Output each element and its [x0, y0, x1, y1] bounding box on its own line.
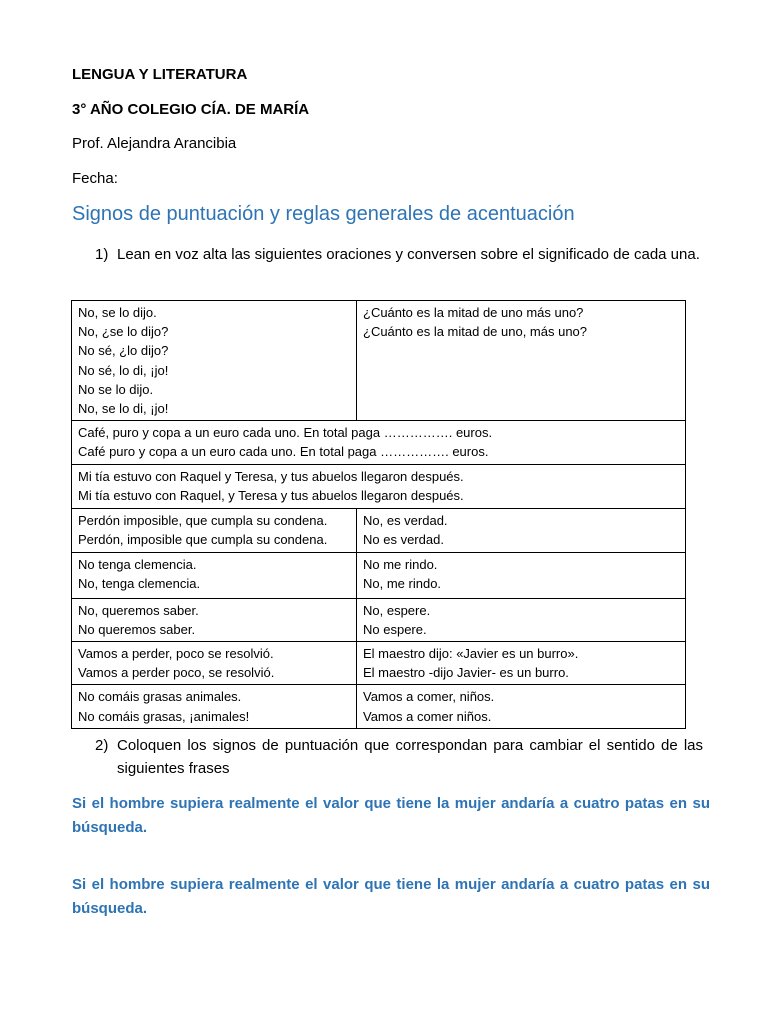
table-cell — [72, 465, 686, 509]
cell-line: No, queremos saber. — [78, 602, 199, 618]
question-2-number: 2) — [95, 737, 109, 754]
cell-line: No queremos saber. — [78, 621, 196, 637]
teacher-name: Prof. Alejandra Arancibia — [72, 135, 237, 152]
question-1 — [95, 243, 705, 289]
table-cell — [72, 421, 686, 465]
cell-line: Café puro y copa a un euro cada uno. En total paga ……………. euros. — [78, 444, 489, 460]
cell-line: No sé, ¿lo dijo? — [78, 343, 169, 359]
phrase-1: Si el hombre supiera realmente el valor que tiene la mujer andaría a cuatro patas en su búsqueda. — [72, 795, 710, 836]
cell-line: No se lo dijo. — [78, 381, 154, 397]
subject-heading: LENGUA Y LITERATURA — [72, 66, 248, 83]
cell-line: Perdón imposible, que cumpla su condena. — [78, 513, 328, 529]
table-row — [72, 598, 686, 641]
table-cell — [72, 685, 357, 728]
cell-line: No espere. — [363, 621, 427, 637]
cell-line: El maestro -dijo Javier- es un burro. — [363, 665, 569, 681]
table-row — [72, 509, 686, 552]
cell-line: No sé, lo di, ¡jo! — [78, 362, 169, 378]
cell-line: No, es verdad. — [363, 513, 448, 529]
question-1-number: 1) — [95, 246, 109, 263]
cell-line: No, espere. — [363, 602, 431, 618]
cell-line: Mi tía estuvo con Raquel, y Teresa y tus abuelos llegaron después. — [78, 488, 464, 504]
table-cell — [357, 301, 686, 421]
cell-line: El maestro dijo: «Javier es un burro». — [363, 646, 579, 662]
table-row — [72, 642, 686, 685]
cell-line: No, se lo di, ¡jo! — [78, 401, 169, 417]
examples-table — [71, 300, 686, 729]
table-row — [72, 685, 686, 728]
cell-line: Café, puro y copa a un euro cada uno. En total paga ……………. euros. — [78, 425, 493, 441]
table-row — [72, 552, 686, 598]
cell-line: Vamos a perder, poco se resolvió. — [78, 646, 274, 662]
cell-line: Vamos a comer, niños. — [363, 689, 495, 705]
table-cell — [72, 509, 357, 552]
question-1-text: Lean en voz alta las siguientes oraciones y conversen sobre el significado de cada una. — [117, 246, 700, 263]
table-cell — [357, 685, 686, 728]
cell-line: No comáis grasas, ¡animales! — [78, 708, 250, 724]
table-cell — [72, 642, 357, 685]
table-cell — [72, 552, 357, 598]
page-title: Signos de puntuación y reglas generales de acentuación — [72, 203, 575, 225]
table-row — [72, 465, 686, 509]
table-cell — [72, 598, 357, 641]
cell-line: No tenga clemencia. — [78, 556, 197, 572]
table-row — [72, 421, 686, 465]
cell-line: No, se lo dijo. — [78, 305, 157, 320]
table-cell — [72, 301, 357, 421]
cell-line: No, tenga clemencia. — [78, 575, 201, 591]
cell-line: ¿Cuánto es la mitad de uno, más uno? — [363, 324, 588, 340]
cell-line: No es verdad. — [363, 532, 444, 548]
cell-line: No, me rindo. — [363, 575, 442, 591]
question-2 — [95, 734, 705, 780]
cell-line: Vamos a perder poco, se resolvió. — [78, 665, 275, 681]
cell-line: ¿Cuánto es la mitad de uno más uno? — [363, 305, 584, 320]
table-cell — [357, 598, 686, 641]
table-row — [72, 301, 686, 421]
phrase-2: Si el hombre supiera realmente el valor que tiene la mujer andaría a cuatro patas en su búsqueda. — [72, 876, 710, 917]
cell-line: No me rindo. — [363, 556, 438, 572]
table-cell — [357, 642, 686, 685]
table-cell — [357, 552, 686, 598]
course-heading: 3° AÑO COLEGIO CÍA. DE MARÍA — [72, 101, 310, 118]
cell-line: No, ¿se lo dijo? — [78, 324, 169, 340]
cell-line: No comáis grasas animales. — [78, 689, 242, 705]
date-label: Fecha: — [72, 170, 118, 187]
cell-line: Perdón, imposible que cumpla su condena. — [78, 532, 328, 548]
cell-line: Mi tía estuvo con Raquel y Teresa, y tus abuelos llegaron después. — [78, 469, 464, 485]
cell-line: Vamos a comer niños. — [363, 708, 492, 724]
table-cell — [357, 509, 686, 552]
question-2-text: Coloquen los signos de puntuación que correspondan para cambiar el sentido de las siguientes frases — [117, 737, 703, 777]
